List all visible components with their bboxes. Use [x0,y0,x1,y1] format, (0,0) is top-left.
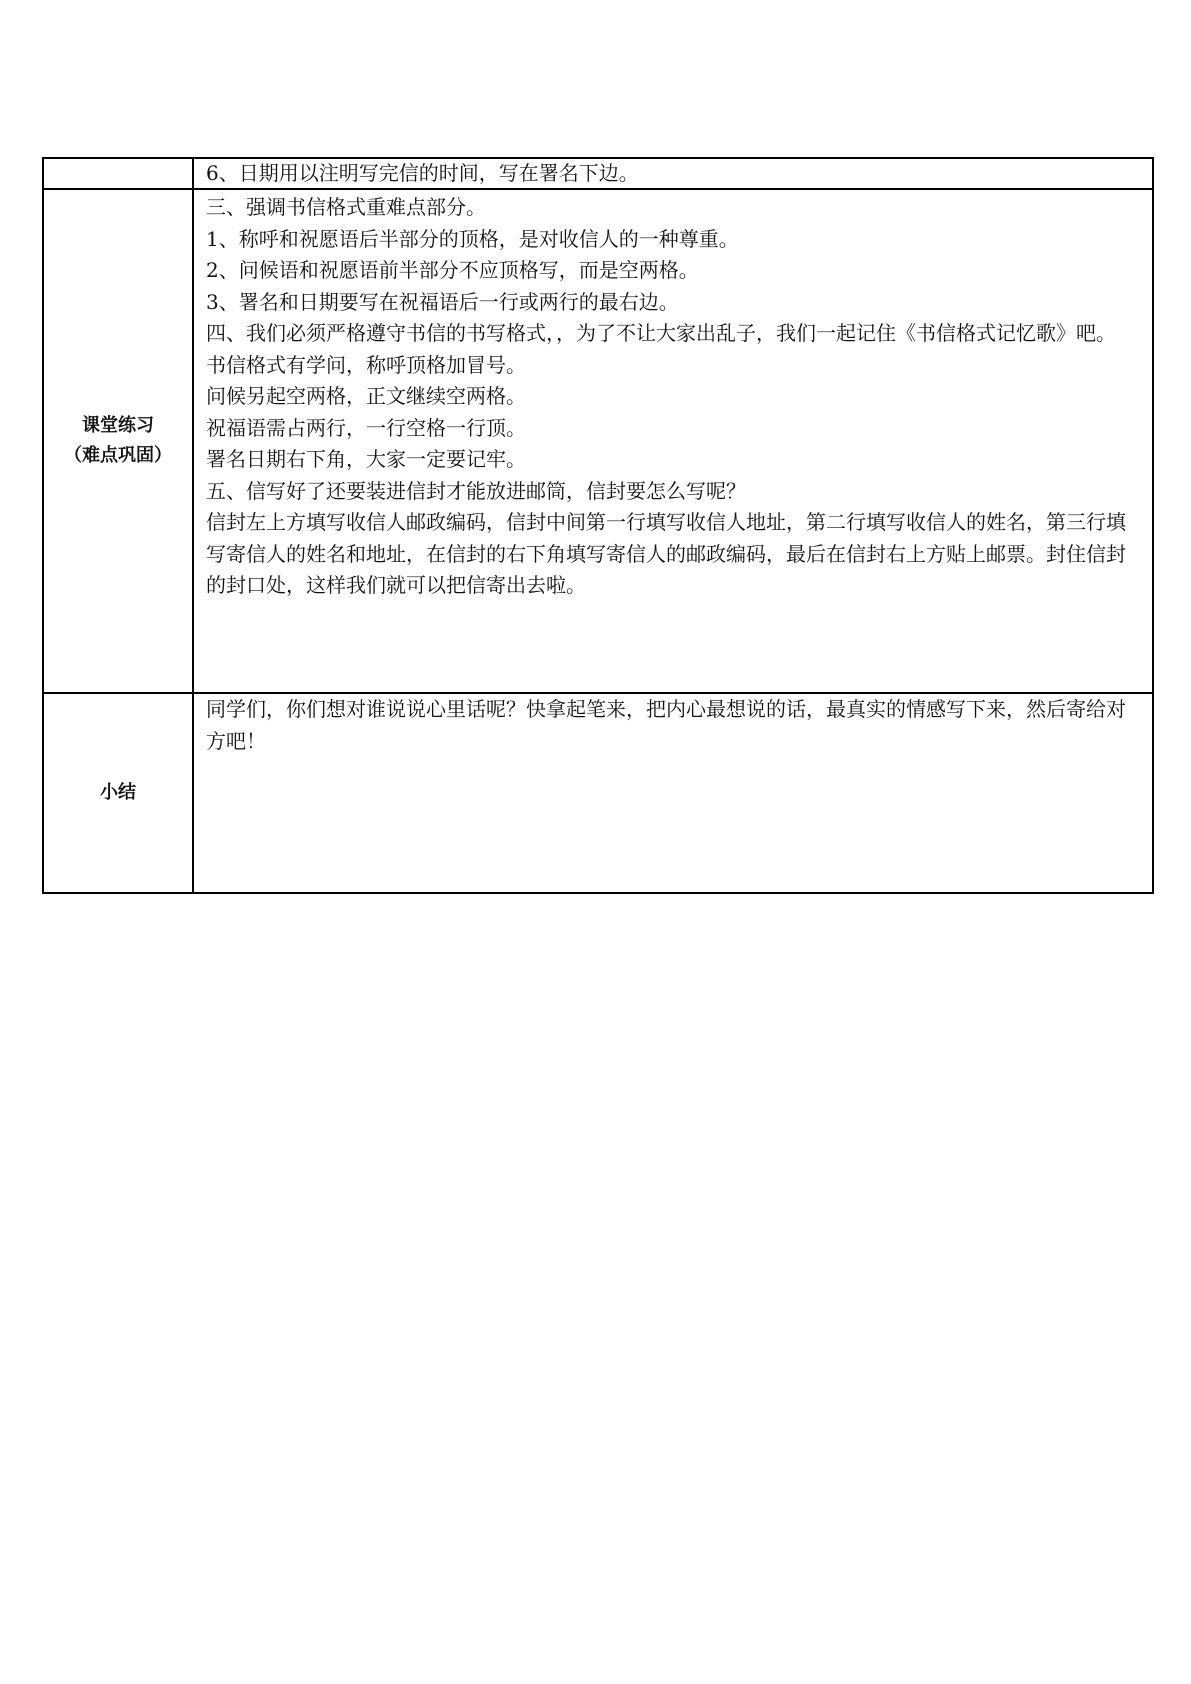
summary-text: 同学们，你们想对谁说说心里话呢？快拿起笔来，把内心最想说的话，最真实的情感写下来，然后寄给对方吧！ [206,697,1126,753]
content-line: 书信格式有学问，称呼顶格加冒号。 [206,352,526,377]
row-label-empty [43,158,193,189]
content-line: 6、日期用以注明写完信的时间，写在署名下边。 [206,161,639,185]
row-content-date-note [193,158,1153,189]
content-line: 3、署名和日期要写在祝福语后一行或两行的最右边。 [206,289,679,314]
content-line: 四、我们必须严格遵守书信的书写格式，，为了不让大家出乱子，我们一起记住《书信格式记忆歌》吧。 [206,321,1116,345]
content-line: 署名日期右下角，大家一定要记牢。 [206,447,526,471]
content-line: 问候另起空两格，正文继续空两格。 [206,384,526,408]
content-line: 1、称呼和祝愿语后半部分的顶格，是对收信人的一种尊重。 [206,226,739,251]
table-row-class-practice [43,189,1153,693]
content-line: 祝福语需占两行，一行空格一行顶。 [206,415,526,440]
content-line: 五、信写好了还要装进信封才能放进邮筒，信封要怎么写呢？ [206,478,746,503]
content-line: 信封左上方填写收信人邮政编码，信封中间第一行填写收信人地址，第二行填写收信人的姓名，第三行填写寄信人的姓名和地址，在信封的右下角填写寄信人的邮政编码，最后在信封右上方贴上邮票。封住信封的封口处，这样我们就可以把信寄出去啦。 [206,510,1126,597]
row-label-sub: （难点巩固） [64,445,172,466]
content-line: 三、强调书信格式重难点部分。 [206,195,486,219]
row-label-main: 课堂练习 [82,415,154,436]
row-label-summary: 小结 [43,693,193,893]
row-label-class-practice [43,189,193,693]
row-content-class-practice [193,189,1153,693]
lesson-plan-table [42,157,1154,894]
content-line: 2、问候语和祝愿语前半部分不应顶格写，而是空两格。 [206,258,699,282]
table-row-date-note [43,158,1153,189]
table-row-summary [43,693,1153,893]
row-content-summary [193,693,1153,893]
